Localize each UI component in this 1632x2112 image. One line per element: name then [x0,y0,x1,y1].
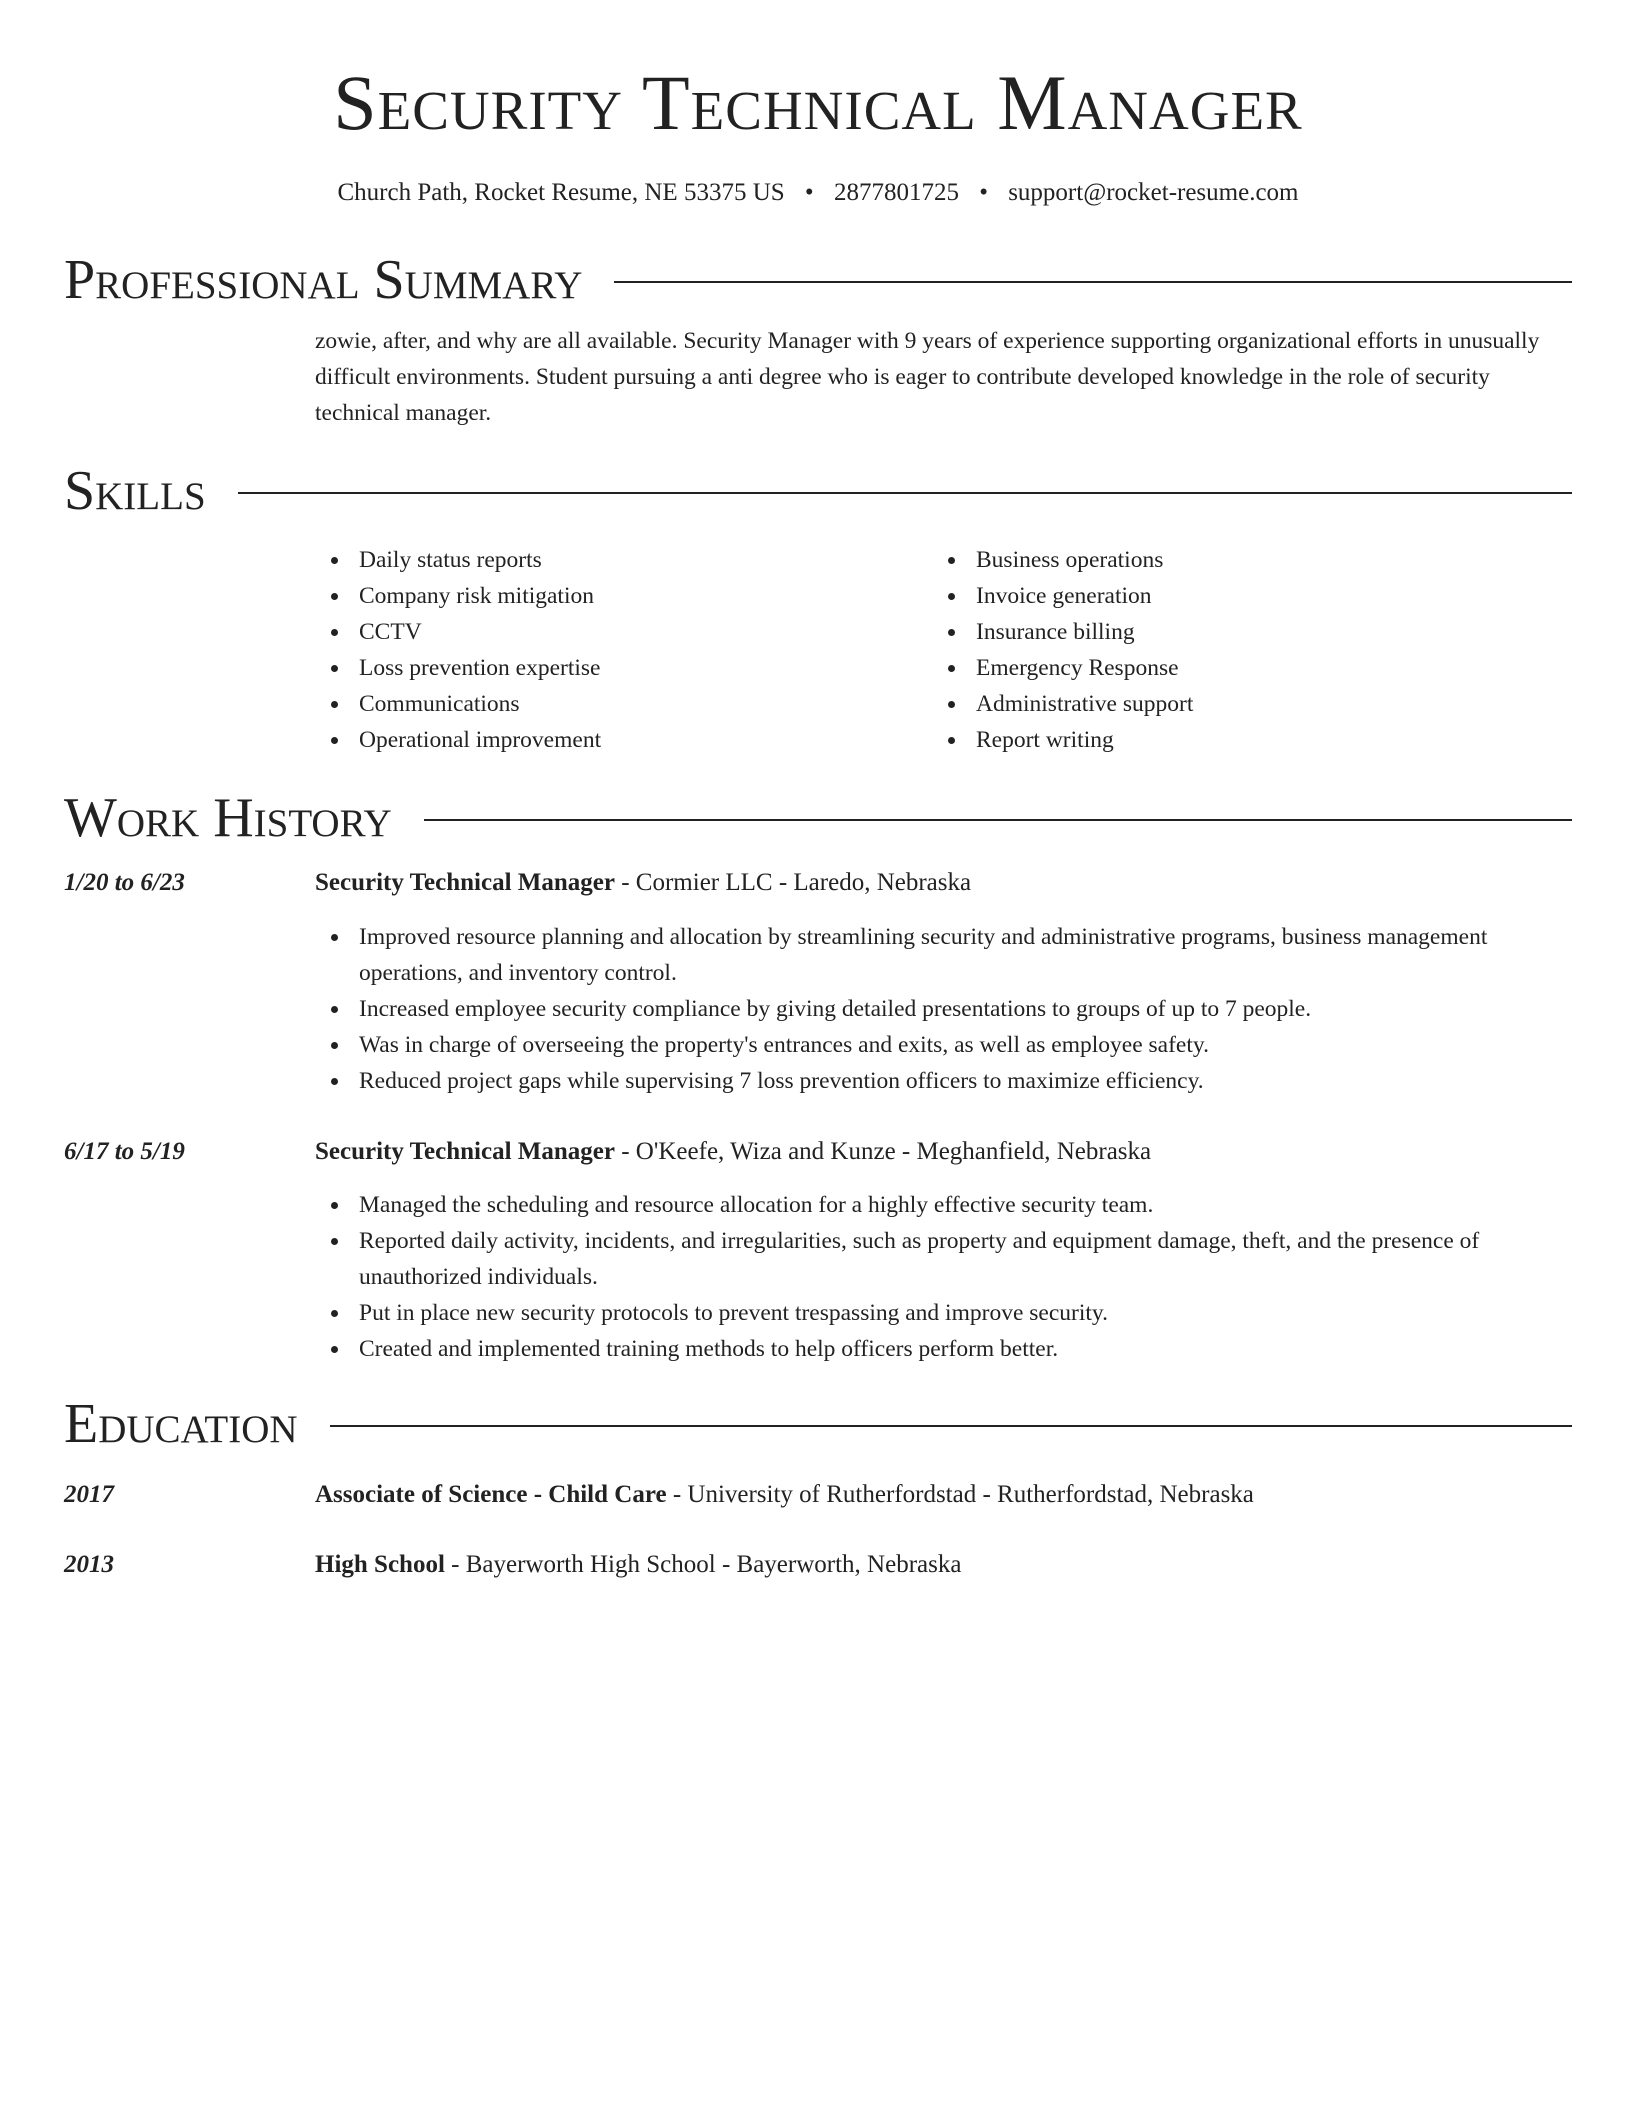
job-title: Security Technical Manager [315,1138,615,1165]
job-bullet: Was in charge of overseeing the property's entrances and exits, as well as employee safety. [315,1027,1572,1063]
contact-phone: 2877801725 [833,179,959,206]
job-header [64,1134,1572,1170]
job-bullet: Reduced project gaps while supervising 7 loss prevention officers to maximize efficiency. [315,1063,1572,1099]
contact-email: support@rocket-resume.com [1008,179,1299,206]
skills-list-left [315,542,932,758]
skills-body [315,542,1572,758]
education-entry [64,1547,1572,1583]
candidate-name: Security Technical Manager [333,59,1303,146]
skill-item: Invoice generation [932,578,1549,614]
skill-item: Emergency Response [932,650,1549,686]
skill-item: Communications [315,686,932,722]
summary-heading: Professional Summary [64,249,583,311]
education-heading-line [315,1477,1572,1513]
skill-item: Loss prevention expertise [315,650,932,686]
summary-text: zowie, after, and why are all available. Security Manager with 9 years of experience supporting organizational efforts in unusually difficult environments. Student pursuing a anti degree who is eager to contribute developed knowledge in the role of security technical manager. [315,328,1540,426]
job-bullet: Improved resource planning and allocation by streamlining security and administrative programs, business management operations, and inventory control. [315,919,1572,991]
education-details: - Bayerworth High School - Bayerworth, Nebraska [444,1551,962,1578]
section-divider [330,1425,1572,1427]
summary-section [64,245,1572,431]
work-section [64,783,1572,1367]
job-bullet: Created and implemented training methods to help officers perform better. [315,1331,1572,1367]
education-degree: Associate of Science - Child Care [315,1481,667,1508]
job-bullets [315,919,1572,1099]
job-bullet: Reported daily activity, incidents, and irregularities, such as property and equipment damage, theft, and the presence of unauthorized individuals. [315,1223,1572,1295]
job-entry [64,1134,1572,1367]
summary-body [315,323,1572,431]
education-year: 2013 [64,1551,114,1578]
job-bullets [315,1187,1572,1367]
education-year: 2017 [64,1481,114,1508]
contact-address: Church Path, Rocket Resume, NE 53375 US [337,179,785,206]
job-entry [64,865,1572,1099]
job-heading [315,865,1572,901]
section-divider [424,819,1572,821]
skill-item: CCTV [315,614,932,650]
skill-item: Business operations [932,542,1549,578]
job-bullet: Put in place new security protocols to prevent trespassing and improve security. [315,1295,1572,1331]
education-header [64,1389,1572,1459]
skill-item: Operational improvement [315,722,932,758]
job-title: Security Technical Manager [315,869,615,896]
work-heading: Work History [64,787,392,849]
resume-page [64,0,1572,1583]
skill-item: Administrative support [932,686,1549,722]
summary-header [64,245,1572,315]
contact-separator: • [979,179,988,206]
job-dates: 6/17 to 5/19 [64,1138,185,1165]
skill-item: Insurance billing [932,614,1549,650]
section-divider [614,281,1572,283]
education-degree: High School [315,1551,445,1578]
job-dates: 1/20 to 6/23 [64,869,185,896]
section-divider [238,492,1572,494]
work-header [64,783,1572,853]
education-section [64,1389,1572,1583]
job-bullet: Increased employee security compliance by giving detailed presentations to groups of up to 7 people. [315,991,1572,1027]
job-header [64,865,1572,901]
job-bullet: Managed the scheduling and resource allocation for a highly effective security team. [315,1187,1572,1223]
skills-header [64,456,1572,526]
job-details: - Cormier LLC - Laredo, Nebraska [614,869,972,896]
education-heading: Education [64,1393,298,1455]
education-entry [64,1477,1572,1513]
skill-item: Daily status reports [315,542,932,578]
skill-item: Report writing [932,722,1549,758]
skills-columns [315,542,1572,758]
skills-heading: Skills [64,460,206,522]
contact-line [64,178,1572,208]
education-heading-line [315,1547,1572,1583]
skills-list-right [932,542,1549,758]
job-details: - O'Keefe, Wiza and Kunze - Meghanfield, Nebraska [614,1138,1152,1165]
skills-section [64,456,1572,758]
education-details: - University of Rutherfordstad - Rutherfordstad, Nebraska [666,1481,1254,1508]
job-heading [315,1134,1572,1170]
contact-separator: • [804,179,814,206]
skill-item: Company risk mitigation [315,578,932,614]
